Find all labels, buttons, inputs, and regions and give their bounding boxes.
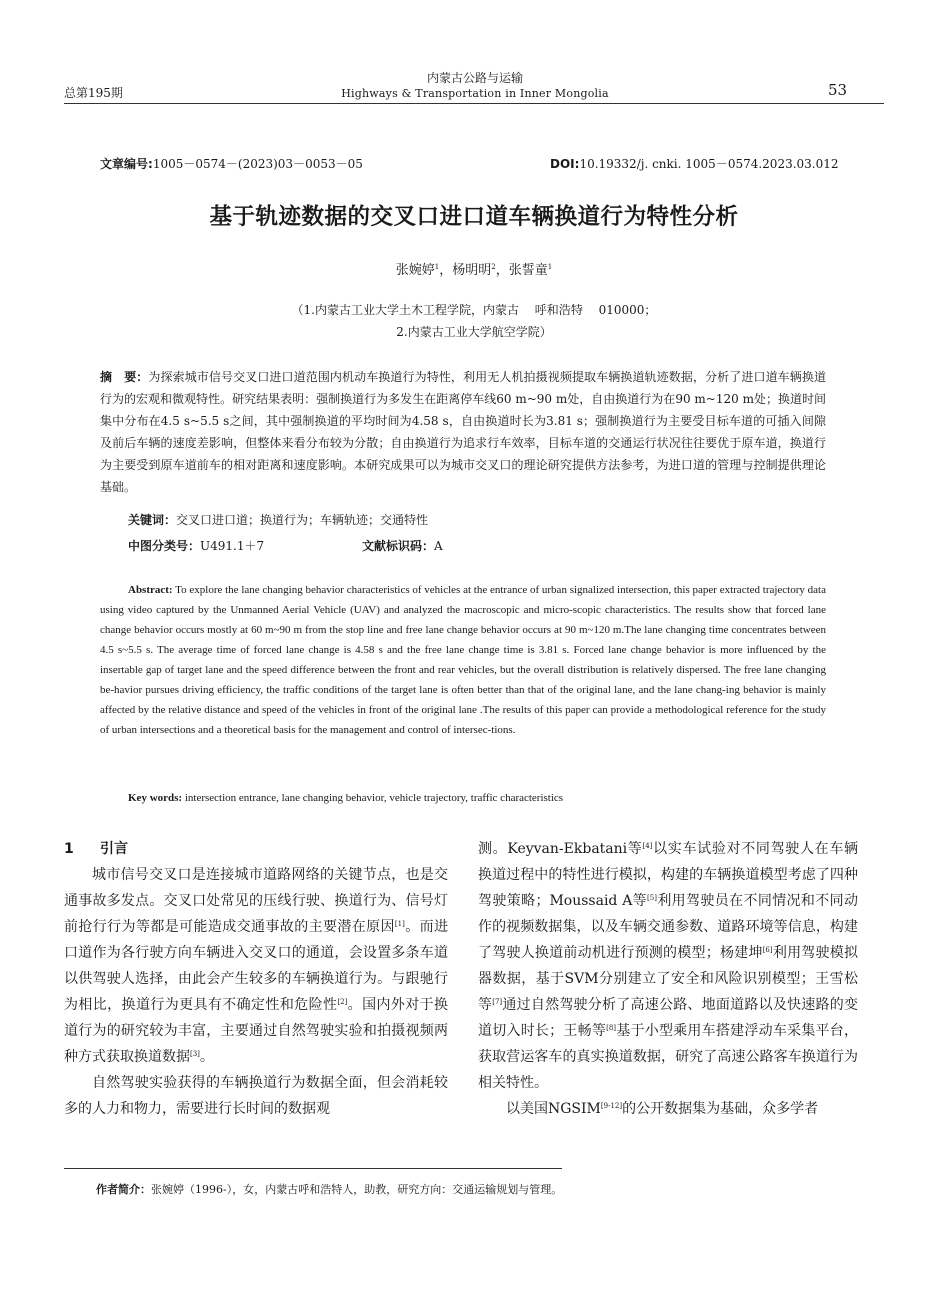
keywords-en-label: Key words: (128, 792, 183, 804)
section-heading (64, 836, 448, 862)
author-list: 张婉婷$^1$，杨明明$^2$，张誓童$^1$ (395, 263, 553, 278)
citation: [7] (492, 998, 503, 1006)
clc-value: U491.1＋7 (200, 539, 265, 553)
affiliation-line: 2.内蒙古工业大学航空学院） (396, 325, 552, 339)
body-left-column (64, 836, 448, 1122)
issue-number: 总第195期 (64, 86, 123, 100)
journal-name-en: Highways & Transportation in Inner Mongolia (341, 87, 609, 100)
body-text: 。 (199, 1049, 214, 1065)
body-text: 以实车试验对不同驾驶人在车辆换道过程中的特性进行模拟，构建的车辆换道模型考虑了四种驾驶策略；Moussaid A等 (478, 841, 858, 909)
keywords-en (128, 792, 563, 804)
clc-label: 中图分类号： (128, 539, 201, 553)
document-code-value: A (434, 539, 443, 553)
body-text: 通过自然驾驶分析了高速公路、地面道路以及快速路的变道切入时长；王畅等 (478, 997, 858, 1039)
abstract-cn-label: 摘 要： (100, 370, 149, 384)
body-paragraph (64, 1070, 448, 1122)
affiliations (64, 299, 884, 343)
author-affil-mark: 2 (491, 263, 496, 271)
citation: [8] (606, 1024, 617, 1032)
clc-number (128, 537, 264, 554)
body-paragraph (478, 836, 858, 1096)
citation: [9-12] (600, 1102, 623, 1110)
abstract-en (100, 580, 826, 740)
body-text: 利用驾驶员在不同情况和不同动作的视频数据集，以及车辆交通参数、道路环境等信息，构建了驾驶人换道前动机进行预测的模型；杨建坤 (478, 893, 859, 961)
keywords-cn (128, 511, 428, 528)
page-number: 53 (828, 81, 848, 99)
article-number (100, 155, 363, 172)
abstract-cn-text: 为探索城市信号交叉口进口道范围内机动车换道行为特性，利用无人机拍摄视频提取车辆换道轨迹数据，分析了进口道车辆换道行为的宏观和微观特性。研究结果表明：强制换道行为多发生在距离停车线60 m~90 m处，自由换道行为在90 m~120 m处；换道时间集中分布在4.5 s~5.5 s之间，其中强制换道的平均时间为4.58 s，自由换道时长为3.81 s；强制换道行为主要受目标车道的可插入间隙及前后车辆的速度差影响，但整体来看分布较为分散；自由换道行为追求行车效率，目标车道的交通运行状况往往要优于原车道，换道行为主要受到原车道前车的相对距离和速度影响。本研究成果可以为城市交叉口的理论研究提供方法参考，为进口道的管理与控制提供理论基础。 (100, 370, 826, 494)
section-number: 1 (64, 841, 74, 857)
citation: [5] (647, 894, 657, 902)
header-rule (64, 103, 884, 104)
footnote-text: 张婉婷（1996-），女，内蒙古呼和浩特人，助教，研究方向：交通运输规划与管理。 (151, 1183, 563, 1196)
document-code-label: 文献标识码： (362, 539, 435, 553)
footnote-label: 作者简介： (96, 1183, 151, 1196)
body-text: 基于小型乘用车搭建浮动车采集平台，获取营运客车的真实换道数据，研究了高速公路客车换道行为相关特性。 (478, 1023, 859, 1091)
keywords-en-text: intersection entrance, lane changing behavior, vehicle trajectory, traffic characteristics (184, 792, 564, 804)
doi-value: 10.19332/j. cnki. 1005－0574.2023.03.012 (579, 157, 839, 171)
article-number-label: 文章编号: (100, 157, 153, 171)
citation: [6] (762, 946, 773, 954)
body-text: 以美国NGSIM (506, 1101, 601, 1117)
body-text: 。国内外对于换道行为的研究较为丰富，主要通过自然驾驶实验和拍摄视频两种方式获取换道数据 (64, 997, 449, 1065)
body-text: 的公开数据集为基础，众多学者 (622, 1101, 819, 1117)
keywords-cn-text: 交叉口进口道；换道行为；车辆轨迹；交通特性 (176, 513, 429, 527)
journal-name (300, 71, 650, 101)
section-title: 引言 (100, 841, 128, 857)
author-name: 杨明明 (452, 263, 492, 278)
abstract-cn (100, 366, 826, 498)
body-paragraph (64, 862, 448, 1070)
author-name: 张婉婷 (395, 263, 435, 278)
body-text: 。而进口道作为各行驶方向车辆进入交叉口的通道，会设置多条车道以供驾驶人选择，由此会产生较多的车辆换道行为。与跟驰行为相比，换道行为更具有不确定性和危险性 (64, 919, 449, 1013)
journal-name-cn: 内蒙古公路与运输 (426, 71, 523, 85)
keywords-cn-label: 关键词： (128, 513, 177, 527)
citation: [2] (337, 998, 348, 1006)
author-name: 张誓童 (508, 263, 548, 278)
document-code (362, 537, 443, 554)
doi-label: DOI: (550, 157, 580, 171)
abstract-en-text: To explore the lane changing behavior characteristics of vehicles at the entrance of urban signalized intersection, this paper extracted trajectory data using video captured by the Unmanned Aerial Vehicle (UAV) and analyzed the macroscopic and micro-scopic characteristics. The results show that forced lane change behavior occurs mostly at 60 m~90 m from the stop line and free lane change behavior occurs at 90 m~120 m.The lane changing time concentrates between 4.5 s~5.5 s. The average time of forced lane change is 4.58 s and the free lane change time is 3.81 s. Forced lane change behavior is more influenced by the insertable gap of target lane and the speed difference between the front and rear vehicles, but the overall distribution is relatively dispersed. The free lane changing be-havior pursues driving efficiency, the traffic conditions of the target lane is often better than that of the original lane, and the lane chang-ing behavior is mainly affected by the relative distance and speed of the vehicles in front of the original lane .The results of this paper can provide a methodological reference for the study of urban intersections and a theoretical basis for the management and control of intersec-tions. (100, 584, 826, 736)
abstract-en-label: Abstract: (128, 584, 173, 596)
author-footnote (96, 1181, 562, 1197)
body-text: 自然驾驶实验获得的车辆换道行为数据全面，但会消耗较多的人力和物力，需要进行长时间的数据观 (64, 1075, 448, 1117)
body-text: 城市信号交叉口是连接城市道路网络的关键节点，也是交通事故多发点。交叉口处常见的压线行驶、换道行为、信号灯前抢行行为等都是可能造成交通事故的主要潜在原因 (64, 867, 448, 935)
citation: [3] (190, 1050, 200, 1058)
affiliation-line: （1.内蒙古工业大学土木工程学院，内蒙古 呼和浩特 010000； (291, 303, 657, 317)
citation: [4] (642, 842, 653, 850)
doi (550, 155, 839, 172)
body-paragraph (478, 1096, 858, 1122)
body-text: 测。Keyvan-Ekbatani等 (478, 841, 643, 857)
author-affil-mark: 1 (434, 263, 440, 271)
paper-title: 基于轨迹数据的交叉口进口道车辆换道行为特性分析 (209, 204, 739, 230)
author-affil-mark: 1 (547, 263, 553, 271)
citation: [1] (394, 920, 405, 928)
body-right-column (478, 836, 858, 1122)
footnote-rule (64, 1168, 562, 1169)
body-text: 利用驾驶模拟器数据，基于SVM分别建立了安全和风险识别模型；王雪松等 (478, 945, 859, 1013)
article-number-value: 1005－0574－(2023)03－0053－05 (152, 157, 363, 171)
